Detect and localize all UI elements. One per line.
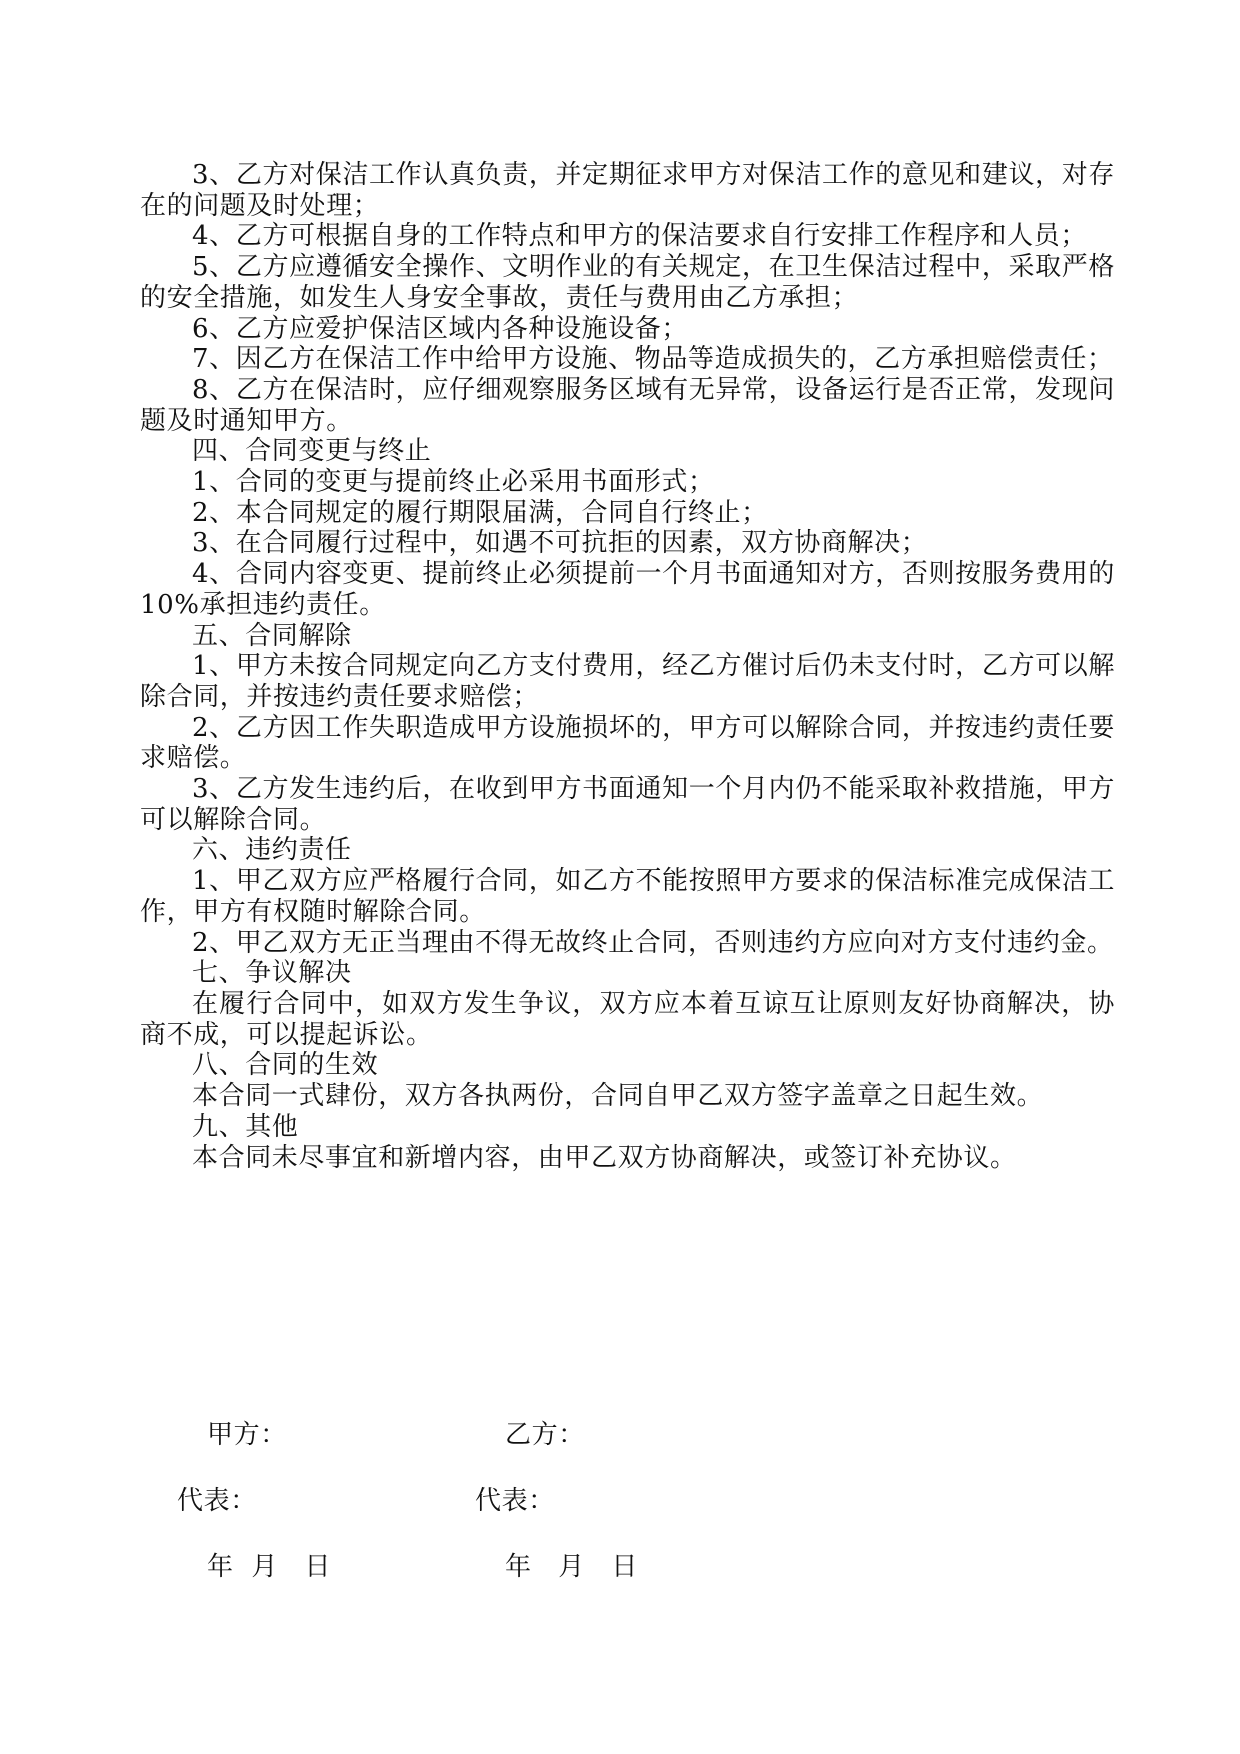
clause-4-2: 2、本合同规定的履行期限届满，合同自行终止； bbox=[192, 497, 768, 528]
date-a-label: 年 月 日 bbox=[207, 1552, 332, 1582]
clause-4-1: 1、合同的变更与提前终止必采用书面形式； bbox=[192, 467, 715, 498]
section-heading-8: 八、合同的生效 bbox=[192, 1050, 379, 1081]
clause-5-1: 1、甲方未按合同规定向乙方支付费用，经乙方催讨后仍未支付时，乙方可以解除合同，并按违约责任要求赔偿； bbox=[140, 651, 1115, 712]
section-heading-9: 九、其他 bbox=[192, 1111, 299, 1142]
representative-a-label: 代表： bbox=[177, 1486, 257, 1516]
clause-6-2: 2、甲乙双方无正当理由不得无故终止合同，否则违约方应向对方支付违约金。 bbox=[192, 927, 1114, 958]
section-heading-5: 五、合同解除 bbox=[192, 620, 352, 651]
clause-3-8: 8、乙方在保洁时，应仔细观察服务区域有无异常，设备运行是否正常，发现问题及时通知甲方。 bbox=[140, 374, 1115, 436]
clause-6-1: 1、甲乙双方应严格履行合同，如乙方不能按照甲方要求的保洁标准完成保洁工作，甲方有权随时解除合同。 bbox=[140, 866, 1115, 927]
clause-4-4: 4、合同内容变更、提前终止必须提前一个月书面通知对方，否则按服务费用的10%承担违约责任。 bbox=[140, 559, 1115, 620]
clause-3-7: 7、因乙方在保洁工作中给甲方设施、物品等造成损失的，乙方承担赔偿责任； bbox=[192, 344, 1114, 375]
clause-5-2: 2、乙方因工作失职造成甲方设施损坏的，甲方可以解除合同，并按违约责任要求赔偿。 bbox=[140, 712, 1115, 774]
section-heading-6: 六、违约责任 bbox=[192, 835, 352, 866]
party-a-label: 甲方： bbox=[207, 1420, 287, 1450]
section-heading-4: 四、合同变更与终止 bbox=[192, 436, 432, 467]
clause-3-5: 5、乙方应遵循安全操作、文明作业的有关规定，在卫生保洁过程中，采取严格的安全措施，如发生人身安全事故，责任与费用由乙方承担； bbox=[140, 252, 1115, 313]
contract-body bbox=[140, 160, 1115, 1173]
clause-4-3: 3、在合同履行过程中，如遇不可抗拒的因素，双方协商解决； bbox=[192, 528, 928, 559]
clause-7-text: 在履行合同中，如双方发生争议，双方应本着互谅互让原则友好协商解决，协商不成，可以提起诉讼。 bbox=[140, 988, 1115, 1050]
clause-9-text: 本合同未尽事宜和新增内容，由甲乙双方协商解决，或签订补充协议。 bbox=[192, 1142, 1017, 1173]
clause-5-3: 3、乙方发生违约后，在收到甲方书面通知一个月内仍不能采取补救措施，甲方可以解除合同。 bbox=[140, 774, 1115, 835]
date-b-label: 年 月 日 bbox=[505, 1552, 638, 1582]
party-b-label: 乙方： bbox=[505, 1420, 585, 1450]
clause-3-6: 6、乙方应爱护保洁区域内各种设施设备； bbox=[192, 313, 688, 344]
representative-b-label: 代表： bbox=[475, 1486, 555, 1516]
clause-3-4: 4、乙方可根据自身的工作特点和甲方的保洁要求自行安排工作程序和人员； bbox=[192, 221, 1087, 252]
clause-8-text: 本合同一式肆份，双方各执两份，合同自甲乙双方签字盖章之日起生效。 bbox=[192, 1081, 1044, 1112]
section-heading-7: 七、争议解决 bbox=[192, 958, 352, 989]
clause-3-3: 3、乙方对保洁工作认真负责，并定期征求甲方对保洁工作的意见和建议，对存在的问题及时处理； bbox=[140, 160, 1115, 221]
